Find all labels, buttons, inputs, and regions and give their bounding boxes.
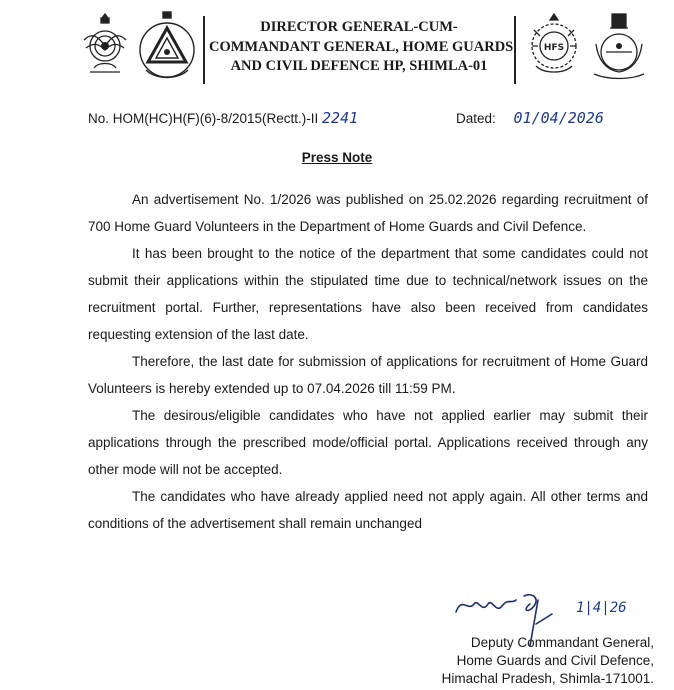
header-divider-left: [203, 16, 205, 84]
dated-label: Dated:: [456, 111, 496, 126]
title-line: AND CIVIL DEFENCE HP, SHIMLA-01: [230, 58, 488, 74]
press-note-heading: Press Note: [301, 150, 373, 165]
signature-date: 1|4|26: [576, 600, 627, 616]
hfs-fire-services-emblem-icon: [526, 10, 582, 80]
letterhead: [78, 10, 658, 90]
signatory-block: [442, 634, 654, 688]
title-line: COMMANDANT GENERAL, HOME GUARDS: [209, 38, 514, 55]
reference-date: [456, 109, 604, 127]
svg-text:HFS: HFS: [543, 43, 565, 53]
paragraph: Therefore, the last date for submission of applications for recruitment of Home Guard Volunteers is hereby extended up to 07.04.2026 till 11:59 PM.: [88, 354, 648, 396]
paragraph: The desirous/eligible candidates who have not applied earlier may submit their applications through the prescribed mode/official portal. Applications received through any other mode will not be accepted.: [88, 408, 648, 477]
reference-number: [88, 109, 358, 127]
press-note-body: [88, 186, 648, 537]
handwritten-date: 01/04/2026: [513, 109, 604, 127]
paragraph: An advertisement No. 1/2026 was published on 25.02.2026 regarding recruitment of 700 Home Guard Volunteers in the Department of Home Guards and Civil Defence.: [88, 192, 648, 234]
paragraph: It has been brought to the notice of the department that some candidates could not submit their applications within the stipulated time due to technical/network issues on the recruitment portal. Further, representations have also been received from candidates requesting extension of the last date.: [88, 246, 648, 342]
department-title: [209, 18, 514, 77]
signatory-line: Deputy Commandant General,: [470, 635, 654, 650]
civil-defence-triangle-emblem-icon: [136, 10, 198, 82]
state-emblem-icon: [588, 10, 650, 82]
handwritten-reference-number: 2241: [322, 109, 359, 127]
signatory-line: Himachal Pradesh, Shimla-171001.: [441, 671, 654, 686]
home-guards-emblem-icon: [80, 10, 130, 80]
signatory-line: Home Guards and Civil Defence,: [456, 653, 654, 668]
paragraph: The candidates who have already applied need not apply again. All other terms and conditions of the advertisement shall remain unchanged: [88, 489, 648, 531]
title-line: DIRECTOR GENERAL-CUM-: [260, 19, 458, 35]
header-divider-right: [514, 16, 516, 84]
reference-text: No. HOM(HC)H(F)(6)-8/2015(Rectt.)-II: [88, 111, 319, 126]
